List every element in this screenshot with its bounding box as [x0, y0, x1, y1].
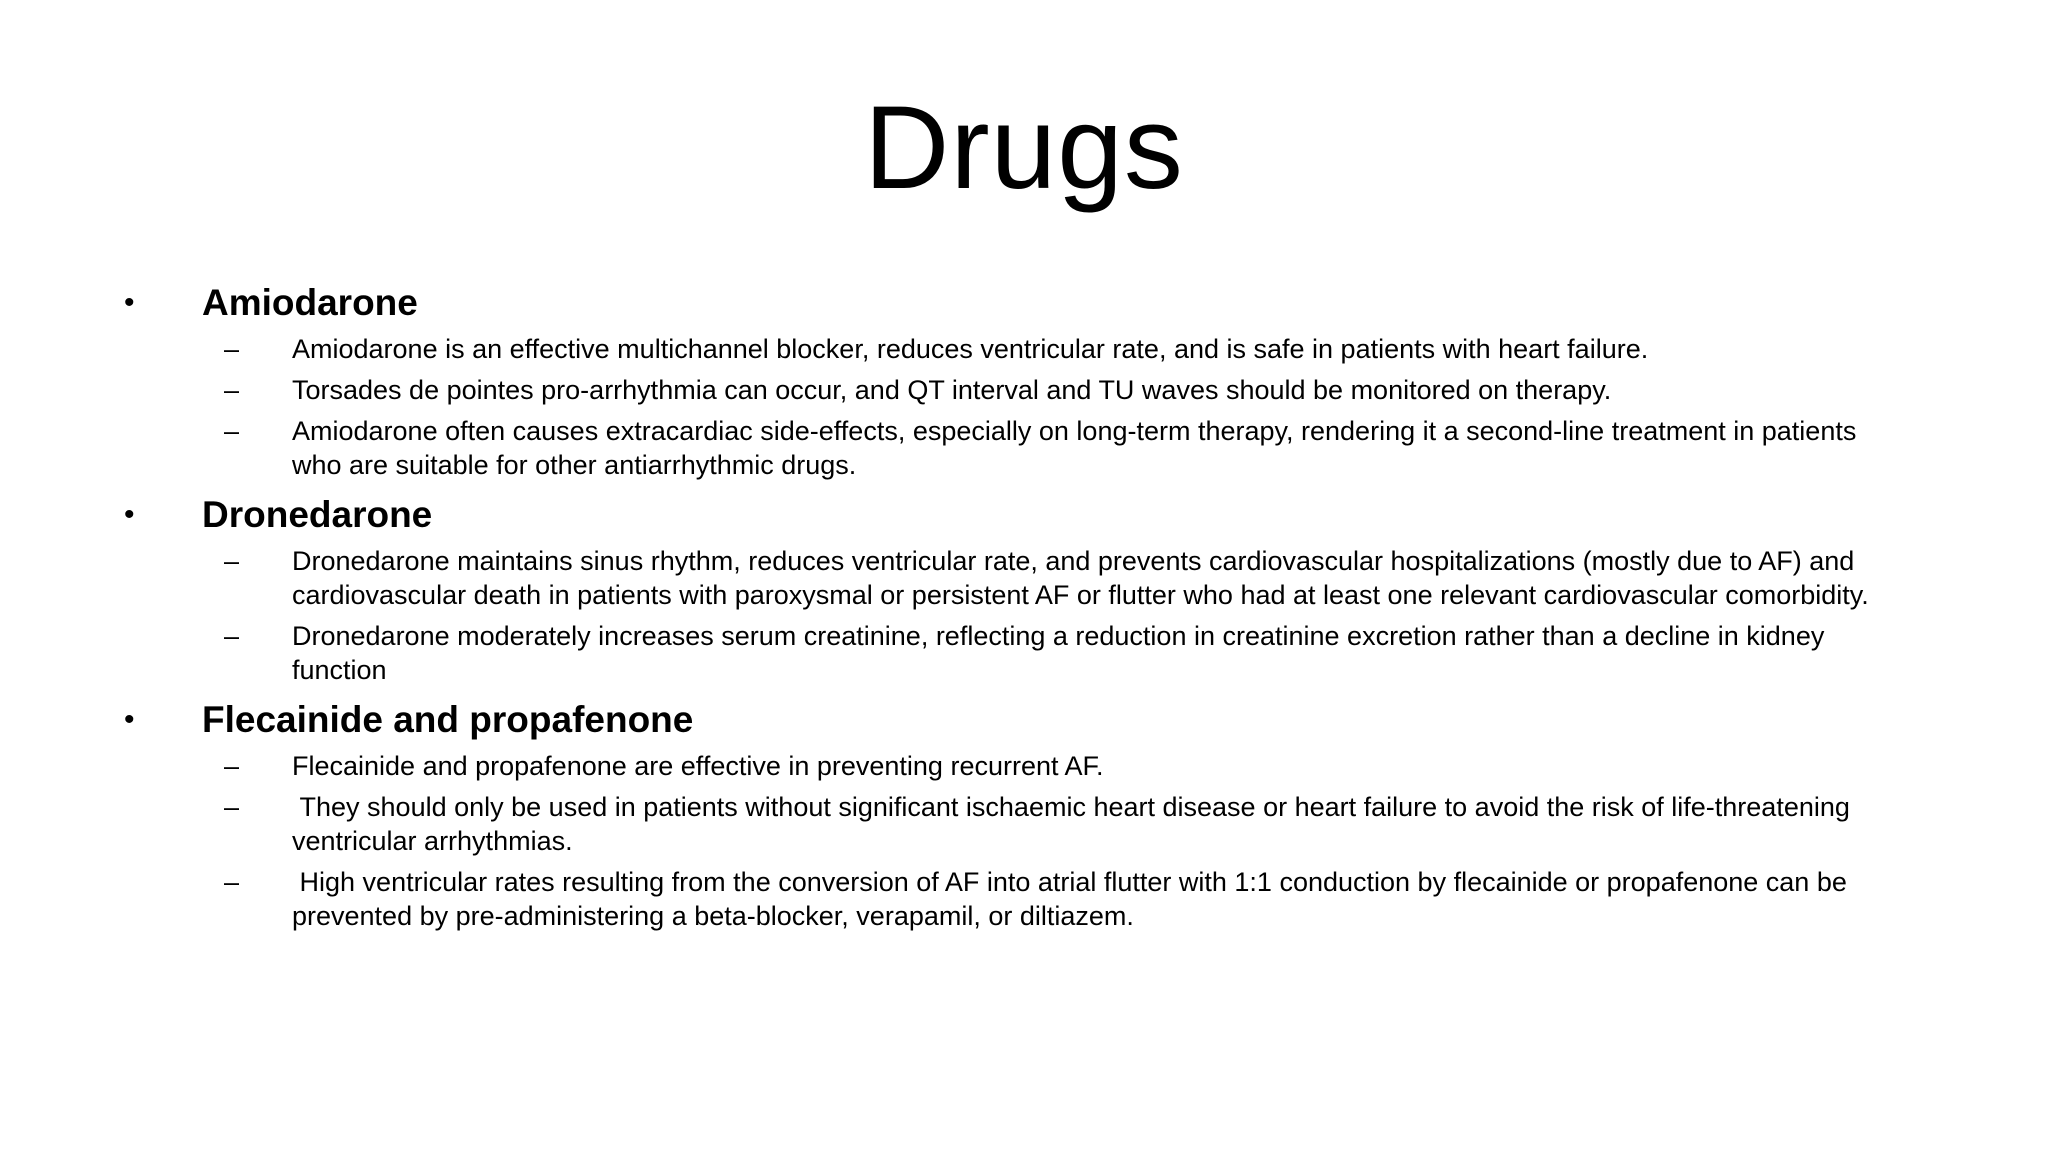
section-items	[120, 544, 1940, 687]
bullet-icon: •	[124, 703, 135, 736]
list-item	[120, 544, 1880, 612]
list-item-text: Dronedarone moderately increases serum creatinine, reflecting a reduction in creatinine excretion rather than a decline in kidney function	[292, 621, 1832, 685]
list-item-text: Torsades de pointes pro-arrhythmia can occur, and QT interval and TU waves should be monitored on therapy.	[292, 375, 1612, 405]
section-heading	[120, 490, 1940, 540]
dash-icon: –	[224, 334, 240, 364]
list-item-text: They should only be used in patients without significant ischaemic heart disease or heart failure to avoid the risk of life-threatening ventricular arrhythmias.	[292, 792, 1858, 856]
section-heading	[120, 278, 1940, 328]
list-item	[120, 749, 1880, 783]
list-item-text: Amiodarone is an effective multichannel blocker, reduces ventricular rate, and is safe in patients with heart failure.	[292, 334, 1649, 364]
bullet-icon: •	[124, 498, 135, 531]
section-dronedarone	[120, 490, 1940, 687]
section-heading-text: Dronedarone	[202, 494, 433, 535]
dash-icon: –	[224, 375, 240, 405]
list-item-text: High ventricular rates resulting from the conversion of AF into atrial flutter with 1:1 conduction by flecainide or propafenone can be prevented by pre-administering a beta-blocker, verapamil, or diltiazem.	[292, 867, 1855, 931]
list-item	[120, 790, 1880, 858]
list-item	[120, 414, 1880, 482]
dash-icon: –	[224, 621, 240, 651]
list-item	[120, 619, 1880, 687]
section-flecainide-propafenone	[120, 695, 1940, 933]
list-item-text: Dronedarone maintains sinus rhythm, reduces ventricular rate, and prevents cardiovascular hospitalizations (mostly due to AF) and cardiovascular death in patients with paroxysmal or persistent AF or flutter who had at least one relevant cardiovascular comorbidity.	[292, 546, 1869, 610]
dash-icon: –	[224, 792, 240, 822]
dash-icon: –	[224, 751, 240, 781]
bullet-icon: •	[124, 286, 135, 319]
section-items	[120, 749, 1940, 933]
dash-icon: –	[224, 546, 240, 576]
dash-icon: –	[224, 416, 240, 446]
section-items	[120, 332, 1940, 482]
list-item	[120, 865, 1880, 933]
section-heading	[120, 695, 1940, 745]
list-item-text: Flecainide and propafenone are effective in preventing recurrent AF.	[292, 751, 1104, 781]
slide-title: Drugs	[864, 82, 1184, 214]
list-item	[120, 373, 1880, 407]
section-heading-text: Amiodarone	[202, 282, 418, 323]
list-item-text: Amiodarone often causes extracardiac side-effects, especially on long-term therapy, rendering it a second-line treatment in patients who are suitable for other antiarrhythmic drugs.	[292, 416, 1864, 480]
list-item	[120, 332, 1880, 366]
section-heading-text: Flecainide and propafenone	[202, 699, 694, 740]
dash-icon: –	[224, 867, 240, 897]
section-amiodarone	[120, 278, 1940, 482]
slide-content	[120, 278, 1940, 940]
